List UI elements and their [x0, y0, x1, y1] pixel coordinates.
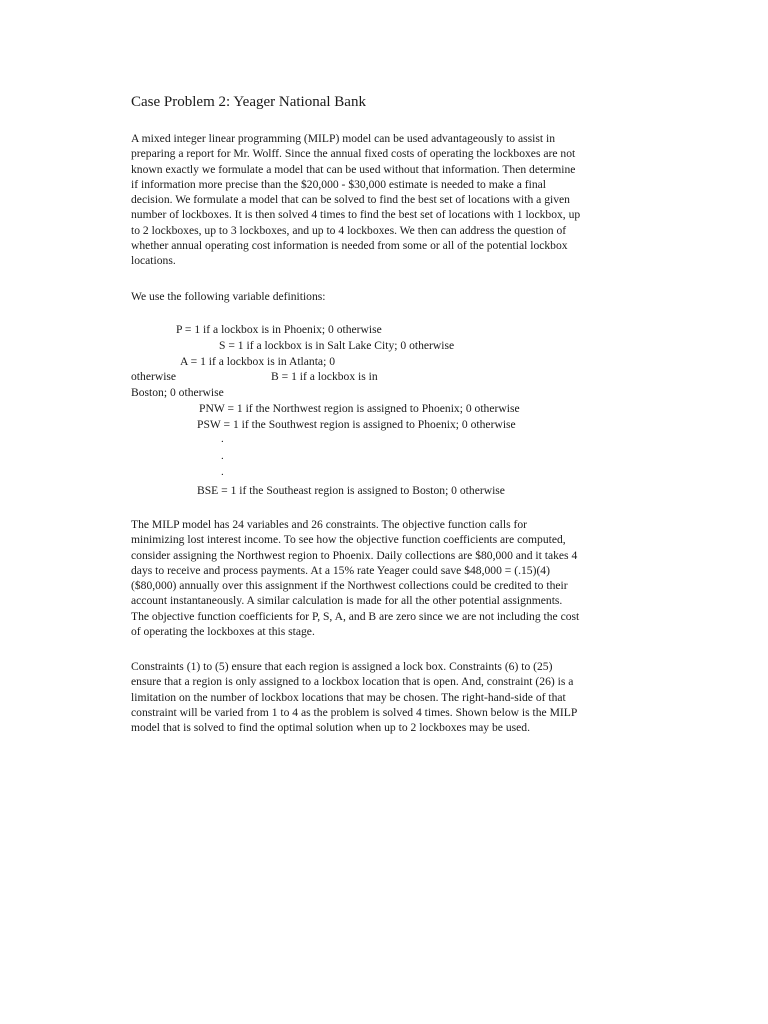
text-line: ensure that a region is only assigned to a lockbox location that is open. And, constraint (26) is a: [131, 675, 574, 689]
constraints-paragraph: [131, 659, 626, 735]
text-line: Constraints (1) to (5) ensure that each region is assigned a lock box. Constraints (6) to (25): [131, 660, 553, 673]
ellipsis-dot: .: [221, 450, 224, 462]
ellipsis-dot: .: [221, 466, 224, 478]
text-line: known exactly we formulate a model that can be used without that information. Then determine: [131, 162, 576, 176]
text-line: A mixed integer linear programming (MILP) model can be used advantageously to assist in: [131, 132, 556, 145]
text-line: model that is solved to find the optimal solution when up to 2 lockboxes may be used.: [131, 721, 530, 735]
text-line: ($80,000) annually over this assignment if the Northwest collections could be credited to their: [131, 579, 568, 593]
text-line: account instantaneously. A similar calculation is made for all the other potential assignments.: [131, 594, 563, 608]
text-line: if information more precise than the $20,000 - $30,000 estimate is needed to make a final: [131, 177, 546, 191]
text-line: The MILP model has 24 variables and 26 constraints. The objective function calls for: [131, 518, 528, 531]
definition-s: S = 1 if a lockbox is in Salt Lake City; 0 otherwise: [219, 339, 455, 352]
definition-b-cont: Boston; 0 otherwise: [131, 386, 224, 399]
definition-p: P = 1 if a lockbox is in Phoenix; 0 otherwise: [176, 323, 382, 336]
text-line: whether annual operating cost information is needed from some or all of the potential lockbox: [131, 239, 568, 253]
text-line: locations.: [131, 254, 176, 268]
variables-intro: We use the following variable definitions:: [131, 290, 326, 303]
text-line: of operating the lockboxes at this stage.: [131, 625, 315, 639]
text-line: number of lockboxes. It is then solved 4 times to find the best set of locations with 1 lockbox, up: [131, 208, 581, 222]
text-line: constraint will be varied from 1 to 4 as the problem is solved 4 times. Shown below is the MILP: [131, 705, 578, 719]
text-line: consider assigning the Northwest region to Phoenix. Daily collections are $80,000 and it takes 4: [131, 548, 578, 562]
text-line: limitation on the number of lockbox locations that may be chosen. The right-hand-side of that: [131, 690, 566, 704]
milp-paragraph: [131, 517, 626, 639]
definition-psw: PSW = 1 if the Southwest region is assigned to Phoenix; 0 otherwise: [197, 418, 516, 431]
intro-paragraph: [131, 131, 626, 269]
definition-bse: BSE = 1 if the Southeast region is assigned to Boston; 0 otherwise: [197, 484, 505, 497]
text-line: The objective function coefficients for P, S, A, and B are zero since we are not including the cost: [131, 609, 580, 623]
ellipsis-dot: .: [221, 433, 224, 445]
definition-a-cont: otherwise: [131, 370, 177, 383]
text-line: days to receive and process payments. At a 15% rate Yeager could save $48,000 = (.15)(4): [131, 563, 550, 577]
text-line: minimizing lost interest income. To see how the objective function coefficients are computed,: [131, 533, 566, 547]
text-line: preparing a report for Mr. Wolff. Since the annual fixed costs of operating the lockboxes are not: [131, 147, 576, 161]
definition-pnw: PNW = 1 if the Northwest region is assigned to Phoenix; 0 otherwise: [199, 402, 520, 415]
page-title: Case Problem 2: Yeager National Bank: [131, 94, 366, 110]
definition-b: B = 1 if a lockbox is in: [271, 370, 378, 383]
text-line: to 2 lockboxes, up to 3 lockboxes, and up to 4 lockboxes. We then can address the question of: [131, 223, 567, 237]
text-line: decision. We formulate a model that can be solved to find the best set of locations with a given: [131, 193, 570, 207]
definition-a: A = 1 if a lockbox is in Atlanta; 0: [180, 355, 335, 368]
